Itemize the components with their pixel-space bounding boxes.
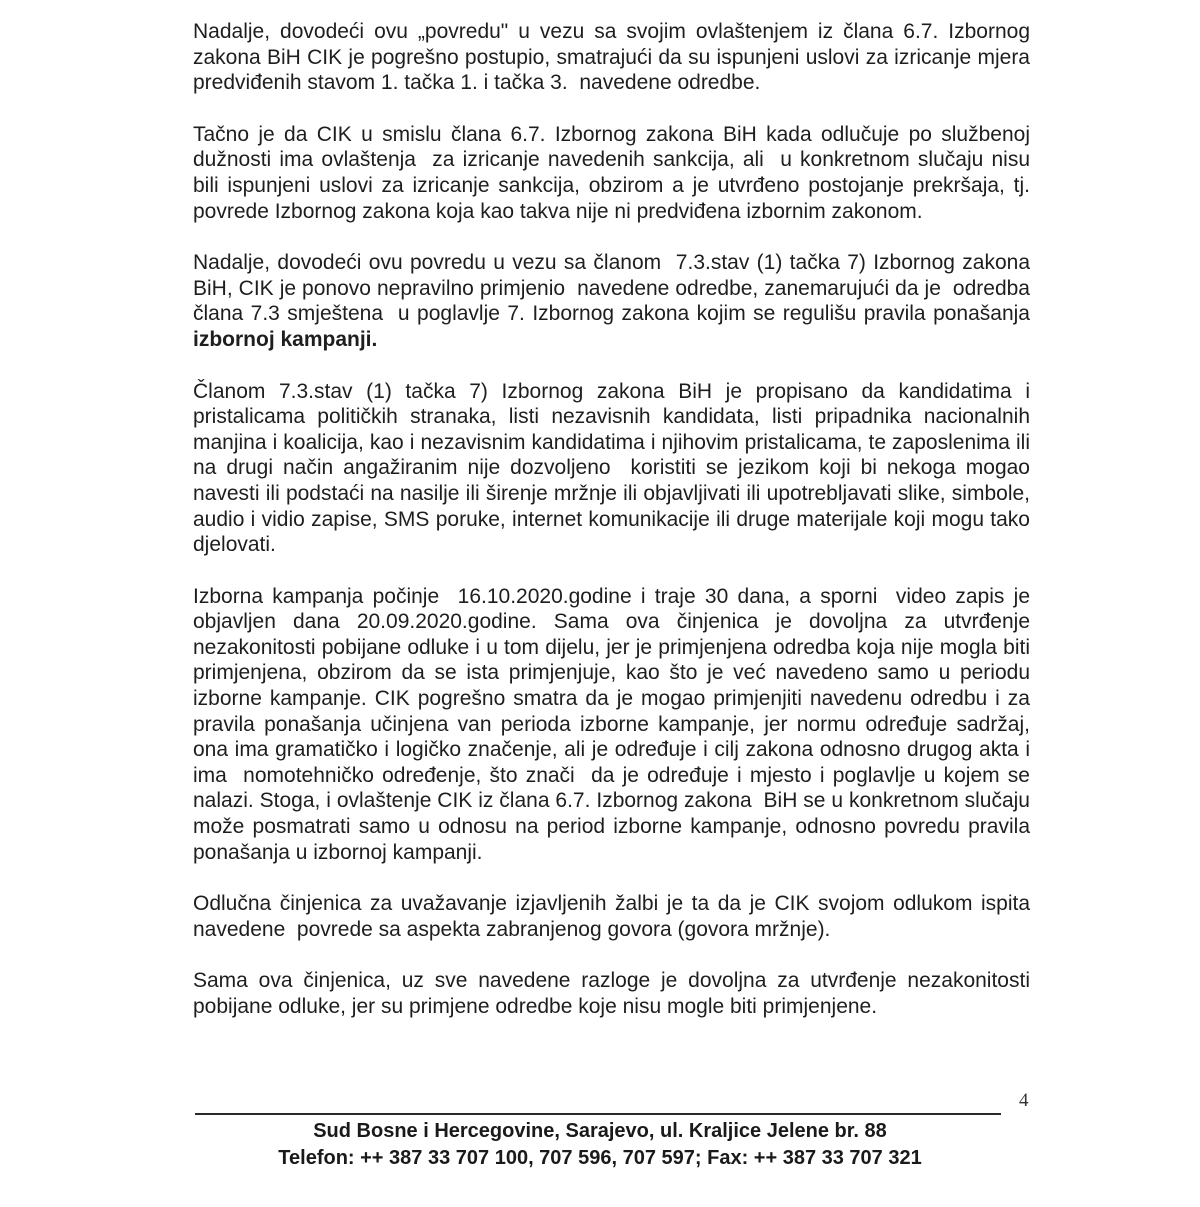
footer	[180, 1118, 1020, 1172]
footer-contact: Telefon: ++ 387 33 707 100, 707 596, 707 597; Fax: ++ 387 33 707 321	[278, 1147, 922, 1169]
document-body	[193, 19, 1042, 1046]
paragraph-3	[193, 250, 1036, 352]
paragraph-3-bold-phrase: izbornoj kampanji.	[193, 327, 378, 351]
paragraph-3-text: Nadalje, dovodeći ovu povredu u vezu sa članom 7.3.stav (1) tačka 7) Izbornog zakona BiH, CIK je ponovo nepravilno primjenio navedene odredbe, zanemarujući da je odredba člana 7.3 smještena u poglavlje 7. Izbornog zakona kojim se regulišu pravila ponašanja	[193, 251, 1036, 326]
paragraph-5: Izborna kampanja počinje 16.10.2020.godine i traje 30 dana, a sporni video zapis je objavljen dana 20.09.2020.godine. Sama ova činjenica je dovoljna za utvrđenje nezakonitosti pobijane odluke i u tom dijelu, jer je primjenjena odredba koja nije mogla biti primjenjena, obzirom da se ista primjenjuje, kao što je već navedeno samo u periodu izborne kampanje. CIK pogrešno smatra da je mogao primjenjiti navedenu odredbu i za pravila ponašanja učinjena van perioda izborne kampanje, jer normu određuje sadržaj, ona ima gramatičko i logičko značenje, ali je određuje i cilj zakona odnosno drugog akta i ima nomotehničko određenje, što znači da je određuje i mjesto i poglavlje u kojem se nalazi. Stoga, i ovlaštenje CIK iz člana 6.7. Izbornog zakona BiH se u konkretnom slučaju može posmatrati samo u odnosu na period izborne kampanje, odnosno povredu pravila ponašanja u izbornoj kampanji.	[193, 584, 1042, 864]
footer-address: Sud Bosne i Hercegovine, Sarajevo, ul. Kraljice Jelene br. 88	[313, 1120, 887, 1142]
paragraph-7: Sama ova činjenica, uz sve navedene razloge je dovoljna za utvrđenje nezakonitosti pobijane odluke, jer su primjene odredbe koje nisu mogle biti primjenjene.	[193, 969, 1036, 1018]
paragraph-1: Nadalje, dovodeći ovu „povredu" u vezu sa svojim ovlaštenjem iz člana 6.7. Izbornog zakona BiH CIK je pogrešno postupio, smatrajući da su ispunjeni uslovi za izricanje mjera predviđenih stavom 1. tačka 1. i tačka 3. navedene odredbe.	[193, 20, 1036, 95]
paragraph-4: Članom 7.3.stav (1) tačka 7) Izbornog zakona BiH je propisano da kandidatima i pristalicama političkih stranaka, listi nezavisnih kandidata, listi pripadnika nacionalnih manjina i koalicija, kao i nezavisnim kandidatima i njihovim pristalicama, te zaposlenima ili na drugi način angažiranim nije dozvoljeno koristiti se jezikom koji bi nekoga mogao navesti ili podstaći na nasilje ili širenje mržnje ili objavljivati ili upotrebljavati slike, simbole, audio i vidio zapise, SMS poruke, internet komunikacije ili druge materijale koji mogu tako djelovati.	[193, 379, 1036, 557]
paragraph-6: Odlučna činjenica za uvažavanje izjavljenih žalbi je ta da je CIK svojom odlukom ispita navedene povrede sa aspekta zabranjenog govora (govora mržnje).	[193, 892, 1036, 941]
page-number: 4	[1019, 1090, 1029, 1111]
paragraph-2: Tačno je da CIK u smislu člana 6.7. Izbornog zakona BiH kada odlučuje po službenoj dužnosti ima ovlaštenja za izricanje navedenih sankcija, ali u konkretnom slučaju nisu bili ispunjeni uslovi za izricanje sankcija, obzirom a je utvrđeno postojanje prekršaja, tj. povrede Izbornog zakona koja kao takva nije ni predviđena izbornim zakonom.	[193, 122, 1042, 223]
footer-divider	[195, 1113, 1001, 1115]
